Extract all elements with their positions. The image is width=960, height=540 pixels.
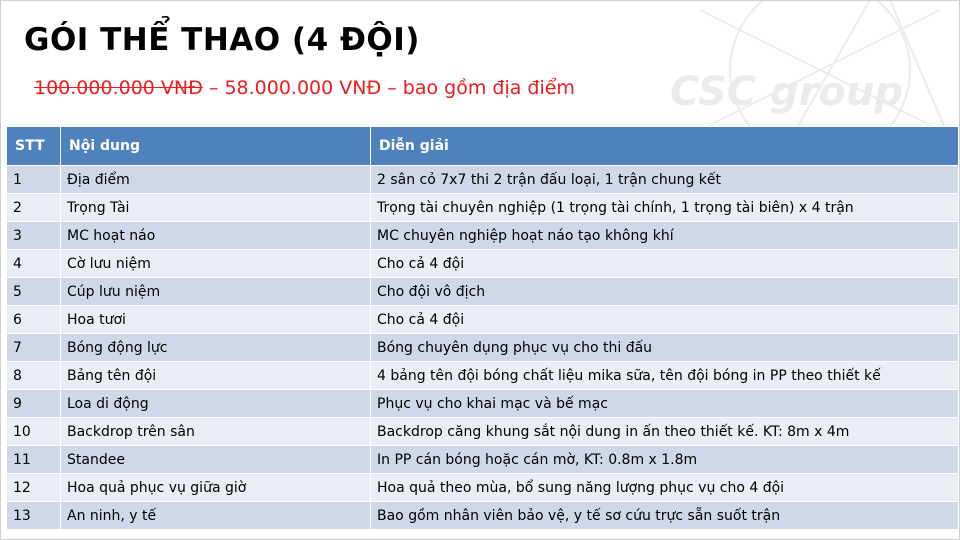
table-row (7, 474, 959, 502)
stt-cell: 3 (7, 222, 61, 250)
dien-giai-cell: 4 bảng tên đội bóng chất liệu mika sữa, tên đội bóng in PP theo thiết kế (371, 362, 959, 390)
table-row (7, 278, 959, 306)
stt-cell: 13 (7, 502, 61, 530)
noi-dung-cell: Trọng Tài (61, 194, 371, 222)
table-row (7, 446, 959, 474)
stt-cell: 12 (7, 474, 61, 502)
svg-text:CSC group: CSC group (670, 69, 903, 115)
column-header-stt: STT (7, 127, 61, 166)
table-row (7, 334, 959, 362)
column-header-noi-dung: Nội dung (61, 127, 371, 166)
noi-dung-cell: Bảng tên đội (61, 362, 371, 390)
dien-giai-cell: Hoa quả theo mùa, bổ sung năng lượng phục vụ cho 4 đội (371, 474, 959, 502)
noi-dung-cell: Backdrop trên sân (61, 418, 371, 446)
slide-title: GÓI THỂ THAO (4 ĐỘI) (24, 22, 420, 58)
noi-dung-cell: Hoa quả phục vụ giữa giờ (61, 474, 371, 502)
noi-dung-cell: Bóng động lực (61, 334, 371, 362)
table-row (7, 362, 959, 390)
table-row (7, 250, 959, 278)
column-header-dien-giai: Diễn giải (371, 127, 959, 166)
dien-giai-cell: In PP cán bóng hoặc cán mờ, KT: 0.8m x 1.8m (371, 446, 959, 474)
table-row (7, 502, 959, 530)
table-body (7, 166, 959, 530)
table-row (7, 390, 959, 418)
dien-giai-cell: 2 sân cỏ 7x7 thi 2 trận đấu loại, 1 trận chung kết (371, 166, 959, 194)
dien-giai-cell: Cho đội vô địch (371, 278, 959, 306)
table-header-row (7, 127, 959, 166)
dien-giai-cell: Trọng tài chuyên nghiệp (1 trọng tài chính, 1 trọng tài biên) x 4 trận (371, 194, 959, 222)
stt-cell: 9 (7, 390, 61, 418)
noi-dung-cell: Loa di động (61, 390, 371, 418)
stt-cell: 11 (7, 446, 61, 474)
noi-dung-cell: Cúp lưu niệm (61, 278, 371, 306)
dien-giai-cell: MC chuyên nghiệp hoạt náo tạo không khí (371, 222, 959, 250)
table-row (7, 166, 959, 194)
stt-cell: 2 (7, 194, 61, 222)
table-row (7, 306, 959, 334)
stt-cell: 1 (7, 166, 61, 194)
dien-giai-cell: Cho cả 4 đội (371, 306, 959, 334)
dien-giai-cell: Cho cả 4 đội (371, 250, 959, 278)
stt-cell: 4 (7, 250, 61, 278)
noi-dung-cell: Cờ lưu niệm (61, 250, 371, 278)
stt-cell: 7 (7, 334, 61, 362)
dien-giai-cell: Phục vụ cho khai mạc và bế mạc (371, 390, 959, 418)
noi-dung-cell: Standee (61, 446, 371, 474)
dien-giai-cell: Bóng chuyên dụng phục vụ cho thi đấu (371, 334, 959, 362)
old-price: 100.000.000 VNĐ (34, 77, 203, 99)
new-price-text: – 58.000.000 VNĐ – bao gồm địa điểm (202, 77, 575, 99)
table-row (7, 194, 959, 222)
stt-cell: 6 (7, 306, 61, 334)
package-table (6, 126, 959, 530)
stt-cell: 8 (7, 362, 61, 390)
noi-dung-cell: An ninh, y tế (61, 502, 371, 530)
dien-giai-cell: Backdrop căng khung sắt nội dung in ấn theo thiết kế. KT: 8m x 4m (371, 418, 959, 446)
table-row (7, 222, 959, 250)
table-row (7, 418, 959, 446)
stt-cell: 10 (7, 418, 61, 446)
noi-dung-cell: Hoa tươi (61, 306, 371, 334)
dien-giai-cell: Bao gồm nhân viên bảo vệ, y tế sơ cứu trực sẵn suốt trận (371, 502, 959, 530)
price-line (34, 77, 575, 99)
noi-dung-cell: MC hoạt náo (61, 222, 371, 250)
stt-cell: 5 (7, 278, 61, 306)
noi-dung-cell: Địa điểm (61, 166, 371, 194)
